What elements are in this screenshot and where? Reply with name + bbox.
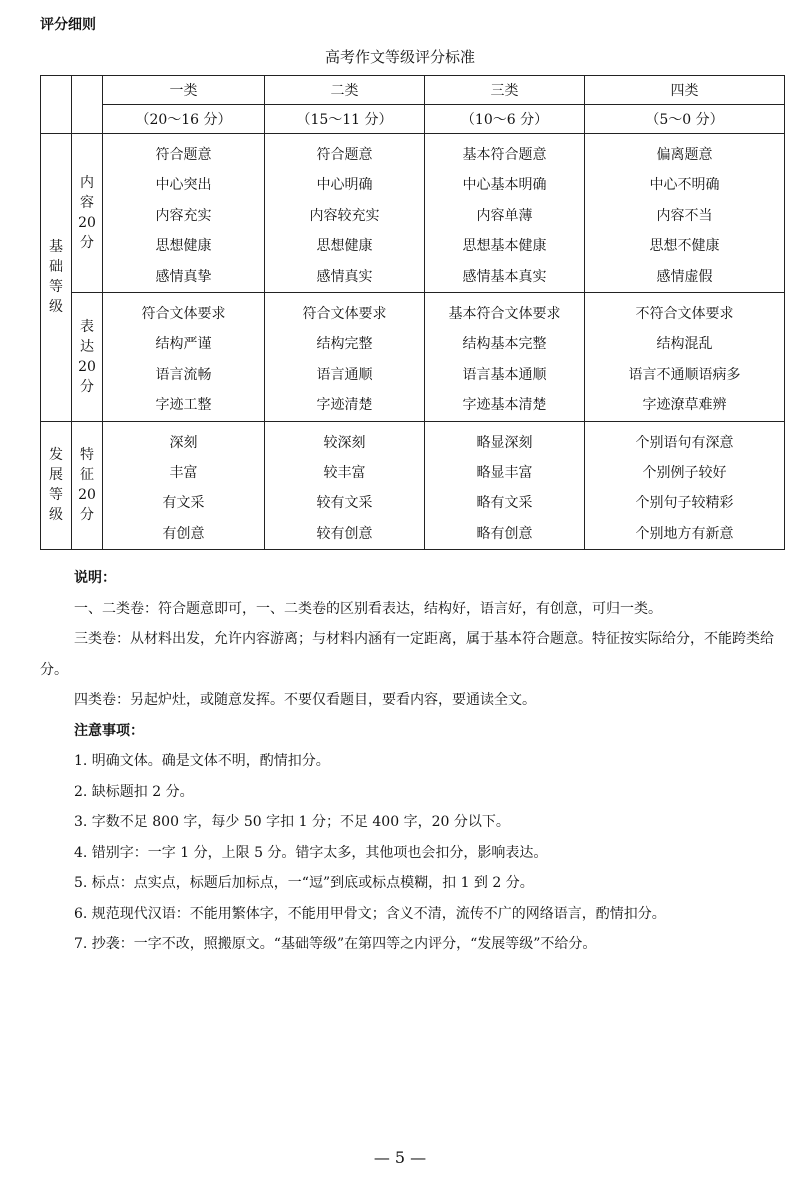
grade-cell [585, 421, 785, 550]
row-label-text [72, 445, 102, 525]
vertical-label-char: 础 [49, 259, 63, 276]
grade-cell-line: 字迹工整 [155, 397, 212, 414]
group-label-development [41, 421, 72, 550]
grade-cell [265, 134, 425, 293]
grade-cell-line: 字迹基本清楚 [462, 397, 547, 414]
grade-cell-line: 基本符合文体要求 [448, 305, 561, 322]
col-header-range: （10～6 分） [425, 105, 585, 134]
grade-cell-line: 较深刻 [323, 434, 366, 451]
grade-cell-line: 中心不明确 [649, 177, 720, 194]
grading-table [40, 75, 785, 550]
grade-cell [585, 134, 785, 293]
grade-cell-line: 内容不当 [656, 207, 713, 224]
attention-item: 4. 错别字：一字 1 分，上限 5 分。错字太多，其他项也会扣分，影响表达。 [74, 844, 548, 861]
attention-item: 1. 明确文体。确是文体不明，酌情扣分。 [74, 753, 330, 769]
attention-item: 7. 抄袭：一字不改，照搬原文。“基础等级”在第四等之内评分，“发展等级”不给分。 [74, 936, 597, 952]
col-header-name: 四类 [585, 76, 785, 105]
notes-section [40, 563, 784, 960]
grade-cell-line: 语言基本通顺 [462, 366, 547, 383]
grade-cell-line: 基本符合题意 [462, 147, 547, 163]
grade-cell-line: 思想健康 [316, 238, 373, 255]
grade-cell-line: 字迹清楚 [316, 397, 373, 414]
vertical-label-char: 分 [80, 378, 94, 395]
grade-cell-line: 感情虚假 [656, 268, 713, 285]
corner-cell-2 [72, 76, 103, 134]
table-title: 高考作文等级评分标准 [324, 48, 475, 66]
vertical-label-char: 等 [49, 487, 63, 504]
grade-cell [103, 134, 265, 293]
grade-cell-line: 感情基本真实 [462, 268, 547, 285]
grade-cell-line: 略显深刻 [476, 434, 533, 451]
attention-item: 3. 字数不足 800 字，每少 50 字扣 1 分；不足 400 字，20 分以下。 [74, 814, 510, 830]
grade-cell-line: 较丰富 [323, 464, 366, 481]
vertical-label-char: 内 [80, 174, 94, 191]
grade-cell-line: 思想健康 [155, 238, 212, 255]
attention-title: 注意事项： [74, 722, 144, 739]
grade-cell-line: 个别句子较精彩 [635, 495, 734, 512]
grade-cell-line: 内容充实 [155, 207, 212, 224]
grade-cell-line: 符合文体要求 [141, 305, 226, 322]
grade-cell-line: 结构严谨 [155, 336, 212, 353]
grade-cell-line: 略显丰富 [476, 464, 533, 481]
grade-cell [103, 421, 265, 550]
row-label-expression [72, 292, 103, 421]
attention-item: 5. 标点：点实点，标题后加标点，一“逗”到底或标点模糊，扣 1 到 2 分。 [74, 875, 534, 891]
grade-cell-line: 结构混乱 [656, 336, 713, 353]
grade-cell-line: 有文采 [162, 495, 205, 512]
grade-cell-line: 符合题意 [316, 147, 373, 163]
grade-cell [585, 292, 785, 421]
grade-cell-line: 语言流畅 [155, 366, 212, 383]
vertical-label-char: 等 [49, 279, 63, 296]
vertical-label-char: 分 [80, 507, 94, 524]
vertical-label-char: 发 [49, 447, 63, 464]
row-label-text [72, 173, 102, 253]
grade-cell-line: 字迹潦草难辨 [642, 397, 727, 414]
vertical-label-char: 征 [80, 467, 94, 484]
vertical-label-char: 达 [80, 338, 94, 355]
grade-cell-line: 感情真挚 [155, 268, 212, 285]
grade-cell-line: 较有创意 [316, 525, 373, 542]
grade-cell-line: 略有创意 [476, 525, 533, 542]
row-label-text [72, 317, 102, 397]
row-label-content [72, 134, 103, 293]
header-row-names [41, 76, 785, 105]
grade-cell-line: 中心明确 [316, 177, 373, 194]
col-header-range: （15～11 分） [265, 105, 425, 134]
explain-paragraph: 一、二类卷：符合题意即可，一、二类卷的区别看表达，结构好，语言好，有创意，可归一类。 [74, 600, 662, 617]
vertical-label-char: 级 [49, 507, 63, 524]
grade-cell-line: 符合题意 [155, 147, 212, 163]
vertical-label-char: 展 [49, 467, 63, 484]
section-title: 评分细则 [40, 17, 96, 33]
vertical-label-char: 20 [78, 214, 96, 231]
grade-cell-line: 结构基本完整 [462, 336, 547, 353]
vertical-label-char: 20 [78, 358, 96, 375]
grade-cell-line: 语言通顺 [316, 366, 373, 383]
vertical-label-char: 20 [78, 487, 96, 504]
corner-cell-1 [41, 76, 72, 134]
explain-title: 说明： [74, 570, 116, 586]
grade-cell-line: 个别例子较好 [642, 464, 727, 481]
grade-cell [425, 421, 585, 550]
grade-cell-line: 思想基本健康 [462, 238, 547, 255]
col-header-range: （20～16 分） [103, 105, 265, 134]
grade-cell-line: 略有文采 [476, 495, 533, 512]
vertical-label-char: 基 [49, 239, 63, 256]
attention-item: 6. 规范现代汉语：不能用繁体字，不能用甲骨文；含义不清，流传不广的网络语言，酌情扣分。 [74, 905, 666, 922]
grade-cell-line: 语言不通顺语病多 [628, 366, 741, 383]
explain-paragraph: 四类卷：另起炉灶，或随意发挥。不要仅看题目，要看内容，要通读全文。 [74, 692, 536, 708]
grade-cell-line: 感情真实 [316, 268, 373, 285]
grade-cell [265, 421, 425, 550]
explain-paragraph: 三类卷：从材料出发，允许内容游离；与材料内涵有一定距离，属于基本符合题意。特征按实际给分，不能跨类给分。 [40, 631, 774, 678]
grade-cell-line: 内容单薄 [476, 207, 533, 224]
content-row [41, 134, 785, 293]
grade-cell-line: 思想不健康 [649, 238, 720, 255]
attention-item: 2. 缺标题扣 2 分。 [74, 783, 194, 800]
col-header-range: （5～0 分） [585, 105, 785, 134]
col-header-name: 三类 [425, 76, 585, 105]
grade-cell-line: 丰富 [169, 464, 198, 481]
vertical-label-char: 容 [80, 194, 94, 211]
grade-cell-line: 内容较充实 [309, 207, 380, 224]
vertical-label-char: 级 [49, 299, 63, 316]
header-row-ranges [41, 105, 785, 134]
col-header-name: 二类 [265, 76, 425, 105]
grade-cell [103, 292, 265, 421]
row-label-feature [72, 421, 103, 550]
group-label-text [41, 445, 71, 525]
group-label-text [41, 237, 71, 317]
grade-cell-line: 个别地方有新意 [635, 525, 734, 542]
grade-cell-line: 不符合文体要求 [635, 305, 734, 322]
vertical-label-char: 表 [80, 318, 94, 335]
page-number: — 5 — [373, 1148, 427, 1167]
group-label-basic [41, 134, 72, 422]
grade-cell-line: 较有文采 [316, 495, 373, 512]
grade-cell [425, 292, 585, 421]
col-header-name: 一类 [103, 76, 265, 105]
grade-cell-line: 符合文体要求 [302, 305, 387, 322]
vertical-label-char: 特 [80, 447, 94, 464]
grade-cell-line: 中心基本明确 [462, 177, 547, 194]
grade-cell-line: 深刻 [169, 434, 198, 451]
grade-cell-line: 结构完整 [316, 336, 373, 353]
grade-cell-line: 个别语句有深意 [635, 434, 734, 451]
grade-cell [425, 134, 585, 293]
grade-cell-line: 有创意 [162, 525, 205, 542]
expression-row [41, 292, 785, 421]
feature-row [41, 421, 785, 550]
grade-cell [265, 292, 425, 421]
vertical-label-char: 分 [80, 234, 94, 251]
grade-cell-line: 偏离题意 [656, 147, 713, 163]
grade-cell-line: 中心突出 [155, 177, 212, 194]
